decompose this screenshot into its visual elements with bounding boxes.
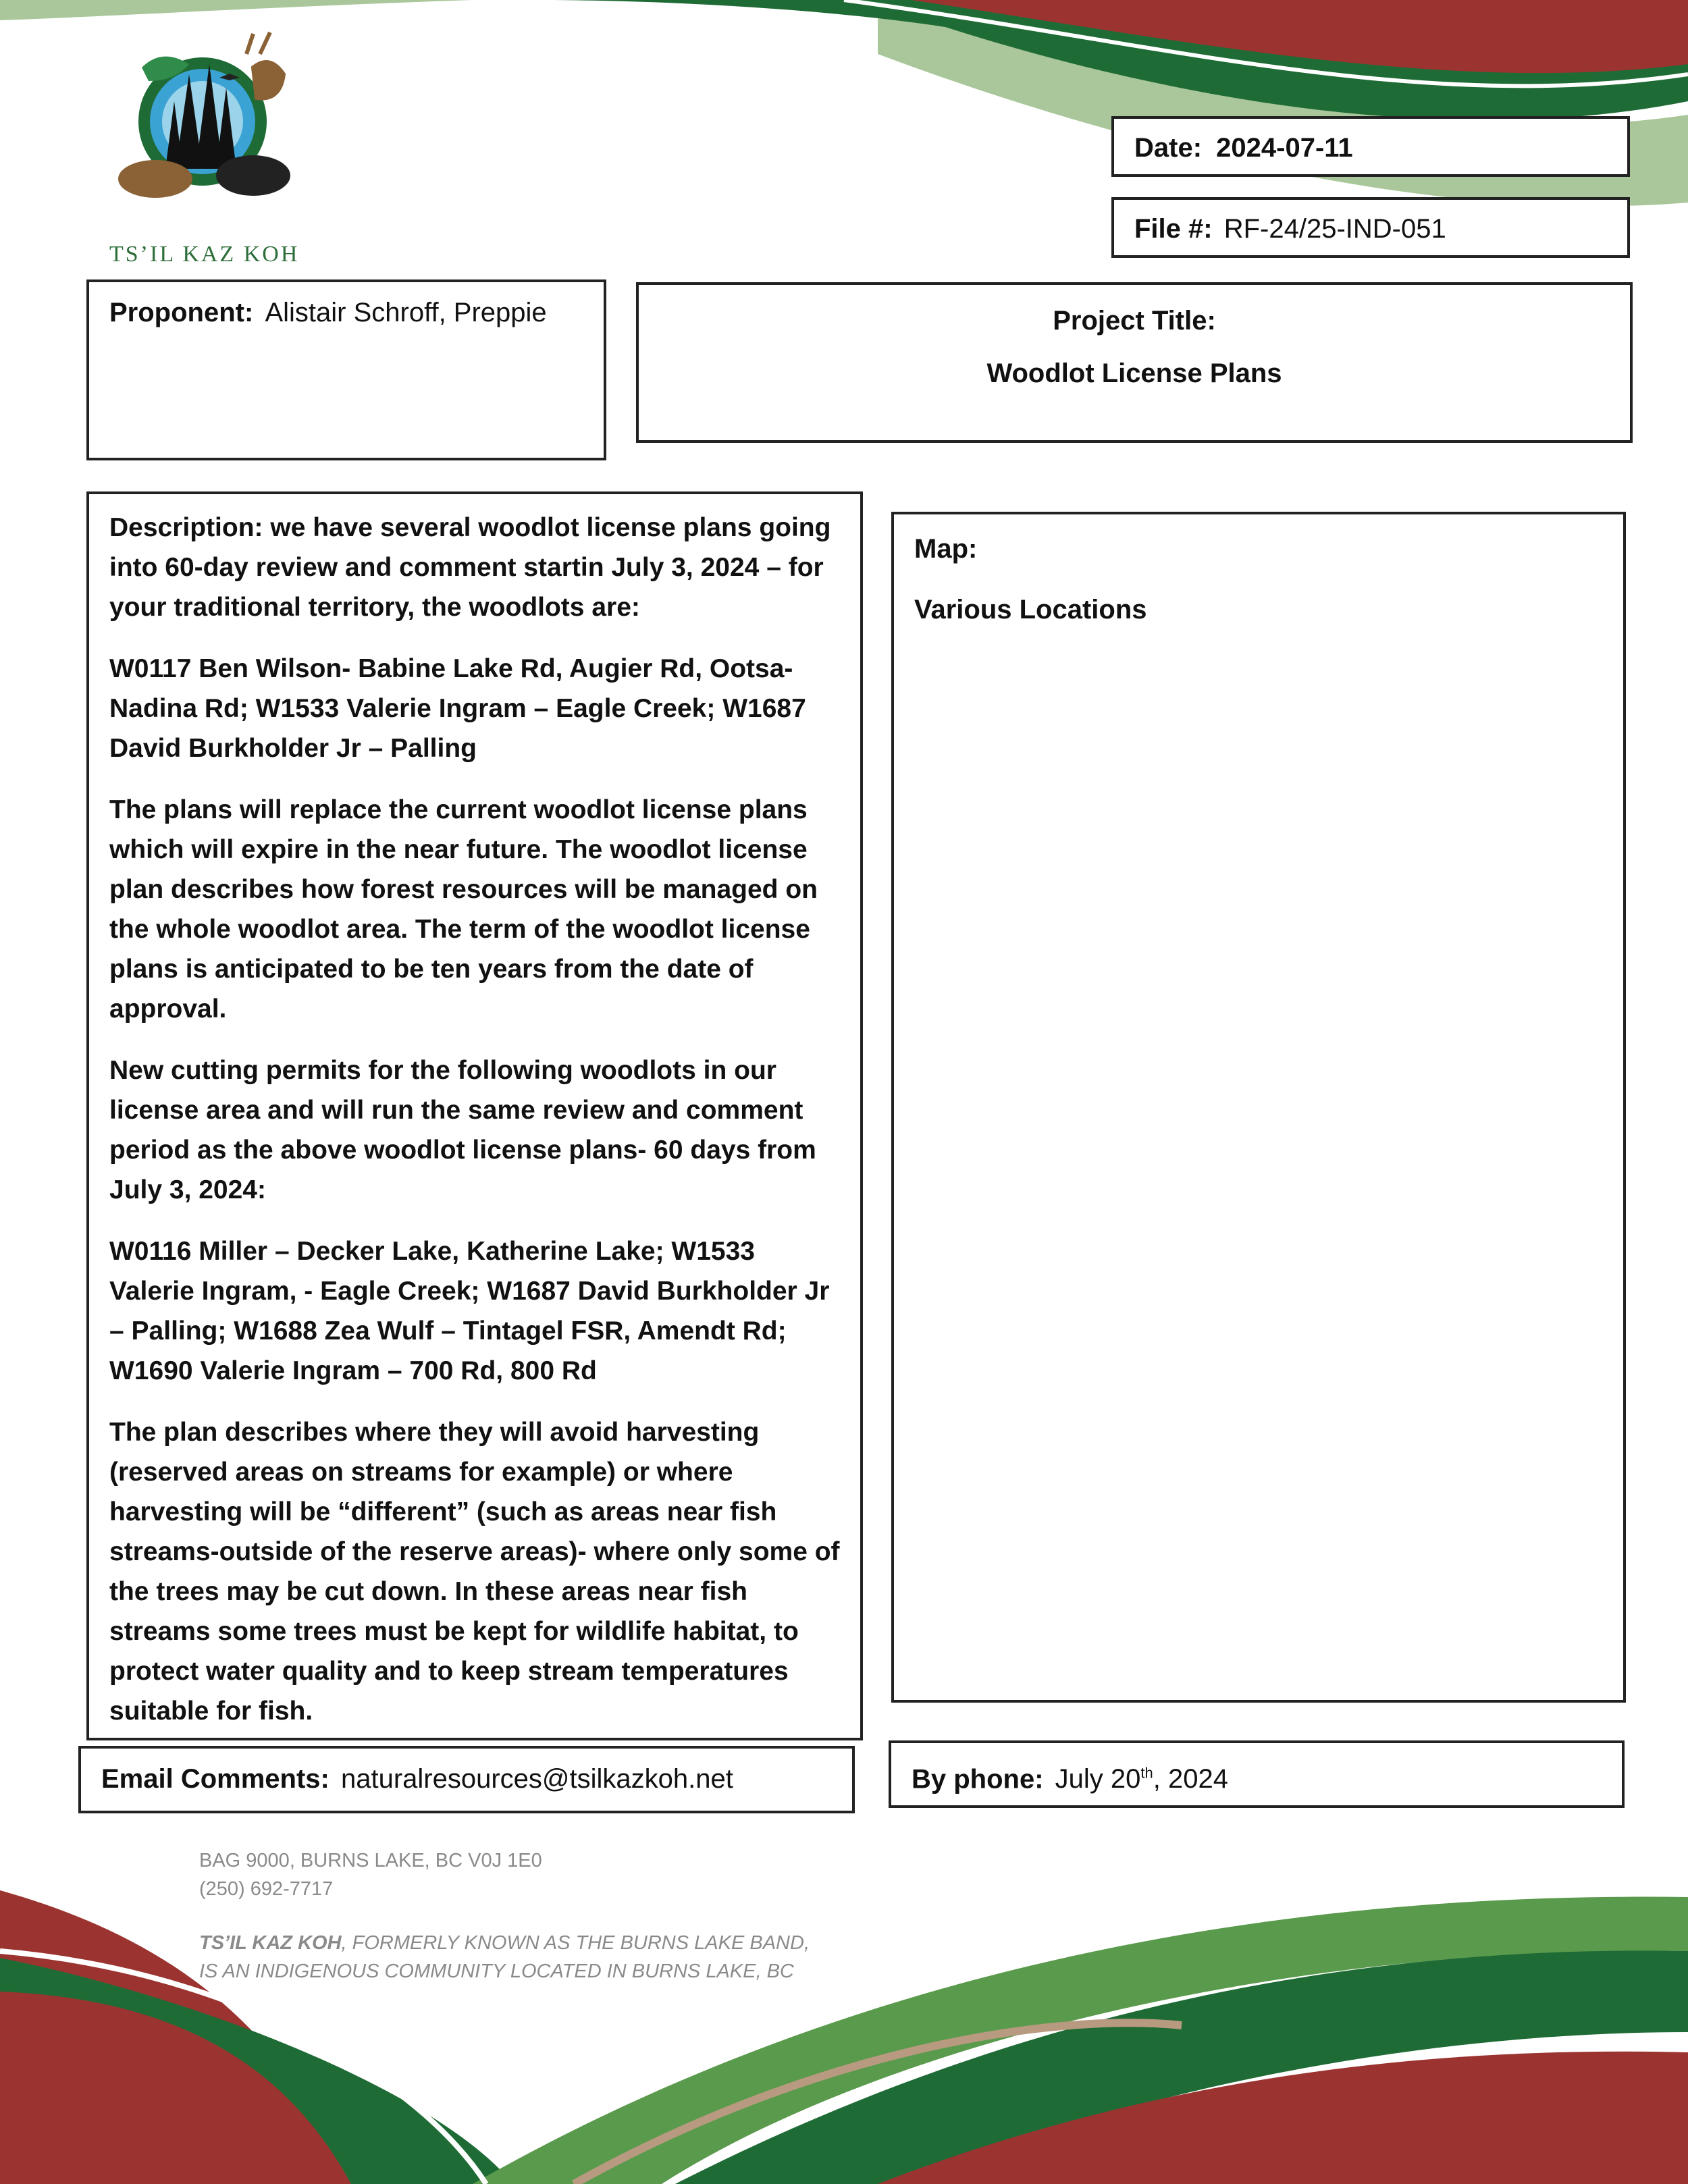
footer-org-line-1 bbox=[199, 1929, 810, 1957]
footer-phone: (250) 692-7717 bbox=[199, 1878, 334, 1900]
tsil-kaz-koh-logo bbox=[101, 27, 297, 203]
description-box bbox=[86, 491, 863, 1740]
footer-org-line-2: IS AN INDIGENOUS COMMUNITY LOCATED IN BURNS LAKE, BC bbox=[199, 1961, 794, 1982]
date-box bbox=[1111, 116, 1630, 177]
phone-value-suffix: th bbox=[1140, 1765, 1153, 1782]
proponent-box bbox=[86, 279, 606, 460]
date-label: Date: bbox=[1134, 133, 1203, 163]
project-title-value: Woodlot License Plans bbox=[986, 358, 1282, 388]
footer-org-name: TS’IL KAZ KOH bbox=[199, 1932, 342, 1954]
description-paragraph-1: Description: we have several woodlot license plans going into 60-day review and comment startin July 3, 2024 – for your traditional territory, the woodlots are: bbox=[109, 513, 831, 622]
top-left-line bbox=[0, 0, 473, 20]
file-number-label: File #: bbox=[1134, 214, 1213, 244]
email-value[interactable]: naturalresources@tsilkazkoh.net bbox=[340, 1764, 733, 1794]
description-paragraph-5: W0116 Miller – Decker Lake, Katherine Lake; W1533 Valerie Ingram, - Eagle Creek; W1687 David Burkholder Jr – Palling; W1688 Zea Wulf – Tintagel FSR, Amendt Rd; W1690 Valerie Ingram – 700 Rd, 800 Rd bbox=[109, 1237, 830, 1385]
date-value: 2024-07-11 bbox=[1216, 133, 1353, 163]
footer bbox=[199, 1846, 810, 1986]
phone-value-main: July 20 bbox=[1055, 1764, 1141, 1794]
project-title-box bbox=[636, 282, 1633, 443]
phone-value bbox=[1055, 1764, 1228, 1794]
description-paragraph-6: The plan describes where they will avoid harvesting (reserved areas on streams for example) or where harvesting will be “different” (such as areas near fish streams-outside of the reserve areas)- where only some of the trees may be cut down. In these areas near fish streams some trees must be kept for wildlife habitat, to protect water quality and to keep stream temperatures suitable for fish. bbox=[109, 1418, 840, 1726]
email-box bbox=[78, 1746, 855, 1813]
phone-box bbox=[889, 1740, 1625, 1808]
description-paragraph-3: The plans will replace the current woodlot license plans which will expire in the near future. The woodlot license plan describes how forest resources will be managed on the whole woodlot area. The term of the woodlot license plans is anticipated to be ten years from the date of approval. bbox=[109, 795, 818, 1023]
proponent-value: Alistair Schroff, Preppie bbox=[265, 298, 547, 327]
phone-label: By phone: bbox=[912, 1764, 1044, 1794]
proponent-label: Proponent: bbox=[109, 298, 254, 327]
footer-org-line-1-rest: , FORMERLY KNOWN AS THE BURNS LAKE BAND, bbox=[341, 1932, 810, 1954]
project-title-label: Project Title: bbox=[1053, 306, 1216, 336]
description-paragraph-2: W0117 Ben Wilson- Babine Lake Rd, Augier Rd, Ootsa-Nadina Rd; W1533 Valerie Ingram – Eagle Creek; W1687 David Burkholder Jr – Palling bbox=[109, 654, 806, 763]
file-number-box bbox=[1111, 197, 1630, 258]
footer-address: BAG 9000, BURNS LAKE, BC V0J 1E0 bbox=[199, 1850, 542, 1871]
map-box bbox=[891, 512, 1626, 1703]
phone-value-year: , 2024 bbox=[1153, 1764, 1228, 1794]
email-label: Email Comments: bbox=[101, 1764, 329, 1794]
description-paragraph-4: New cutting permits for the following woodlots in our license area and will run the same review and comment period as the above woodlot license plans- 60 days from July 3, 2024: bbox=[109, 1056, 816, 1204]
map-value: Various Locations bbox=[914, 595, 1147, 624]
map-label: Map: bbox=[914, 534, 978, 564]
logo-text: TS’IL KAZ KOH bbox=[109, 242, 300, 267]
file-number-value: RF-24/25-IND-051 bbox=[1223, 214, 1446, 244]
